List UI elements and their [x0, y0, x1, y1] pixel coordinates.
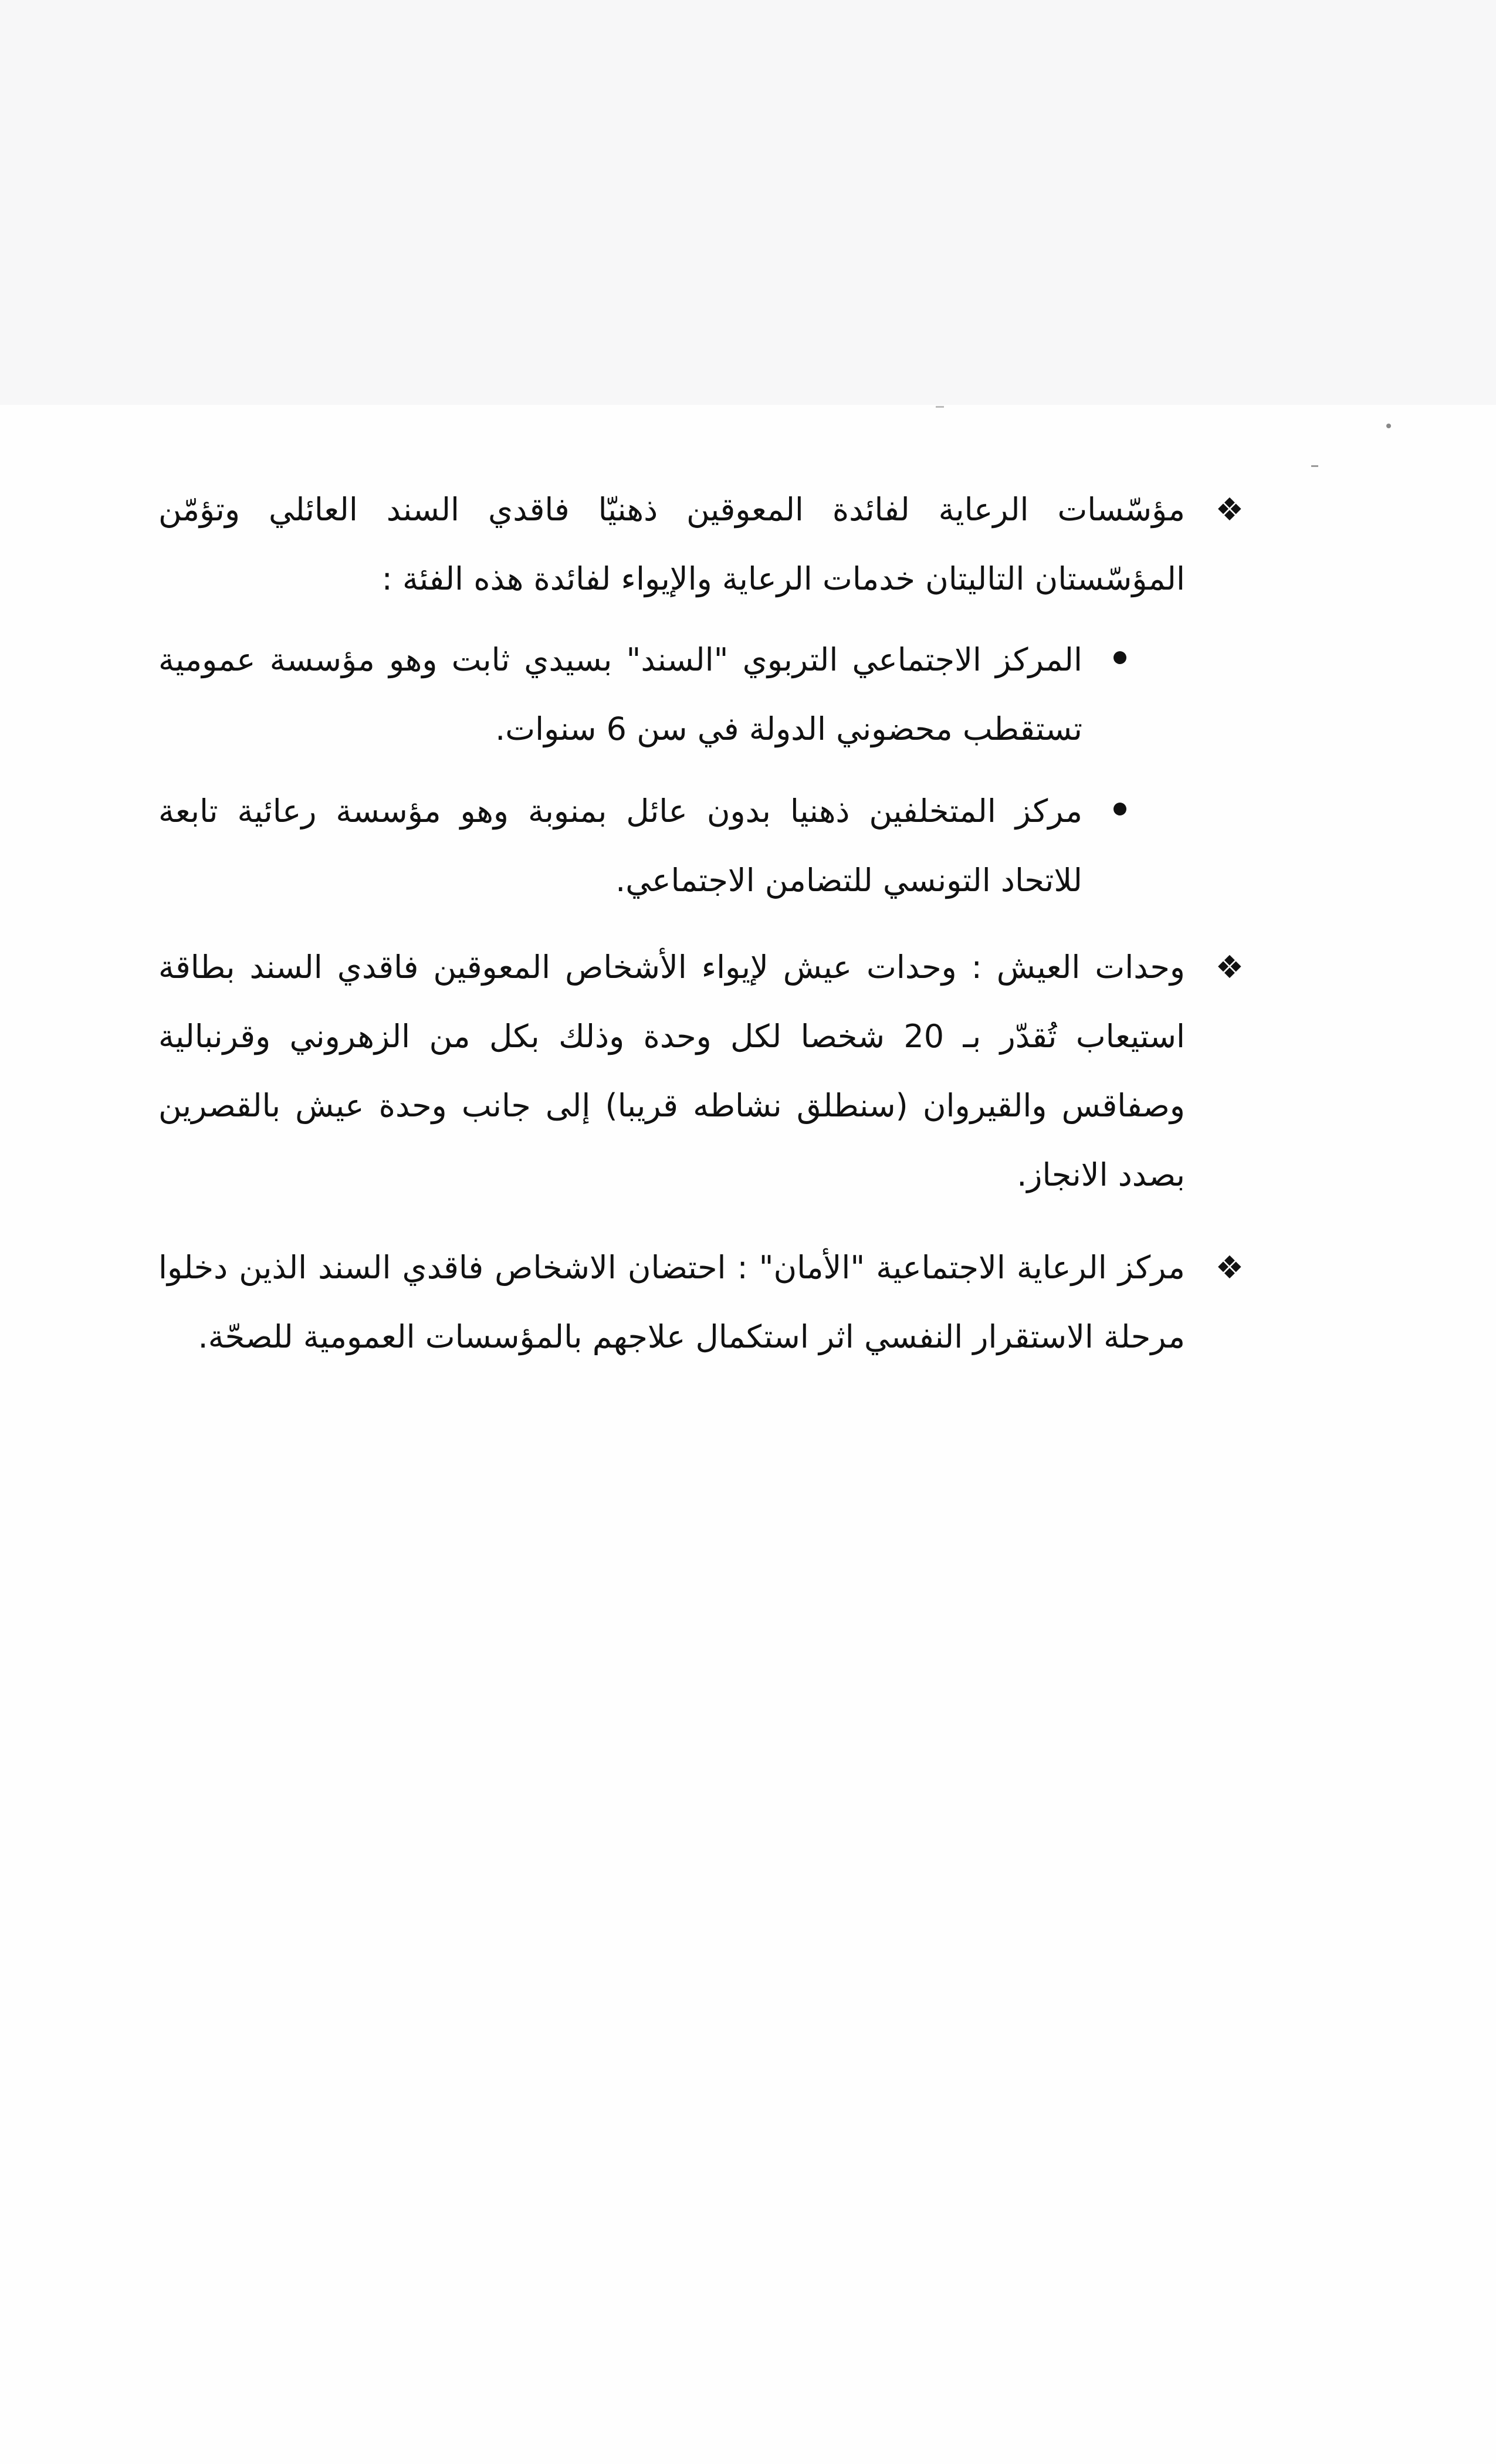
- list-item: [158, 777, 1126, 915]
- list-item-text: المركز الاجتماعي التربوي "السند" بسيدي ثابت وهو مؤسسة عمومية تستقطب محضوني الدولة في سن 6 سنوات.: [158, 641, 1082, 747]
- ornament-bullet-icon: ❖: [1215, 1249, 1244, 1286]
- section-care-institutions: [158, 475, 1244, 614]
- bullet-dot-icon: [1113, 803, 1126, 815]
- list-item-text: مركز المتخلفين ذهنيا بدون عائل بمنوبة وهو مؤسسة رعائية تابعة للاتحاد التونسي للتضامن الاجتماعي.: [158, 793, 1082, 899]
- scan-top-margin: [0, 0, 1496, 405]
- section-text: مؤسّسات الرعاية لفائدة المعوقين ذهنيّا فاقدي السند العائلي وتؤمّن المؤسّستان التاليتان خدمات الرعاية والإيواء لفائدة هذه الفئة :: [158, 491, 1185, 597]
- document-body: [158, 475, 1244, 1372]
- section-living-units: [158, 933, 1244, 1210]
- bullet-dot-icon: [1113, 651, 1126, 664]
- ornament-bullet-icon: ❖: [1215, 491, 1244, 528]
- section-text: وحدات العيش : وحدات عيش لإيواء الأشخاص المعوقين فاقدي السند بطاقة استيعاب تُقدّر بـ 20 شخصا لكل وحدة وذلك بكل من الزهروني وقرنبالية وصفاقس والقيروان (سنطلق نشاطه قريبا) إلى جانب وحدة عيش بالقصرين بصدد الانجاز.: [158, 949, 1185, 1193]
- section-aman-center: [158, 1233, 1244, 1372]
- list-item: [158, 625, 1126, 764]
- ornament-bullet-icon: ❖: [1215, 949, 1244, 986]
- institution-list: [158, 625, 1244, 915]
- section-text: مركز الرعاية الاجتماعية "الأمان" : احتضان الاشخاص فاقدي السند الذين دخلوا مرحلة الاستقرار النفسي اثر استكمال علاجهم بالمؤسسات العمومية للصحّة.: [158, 1249, 1185, 1355]
